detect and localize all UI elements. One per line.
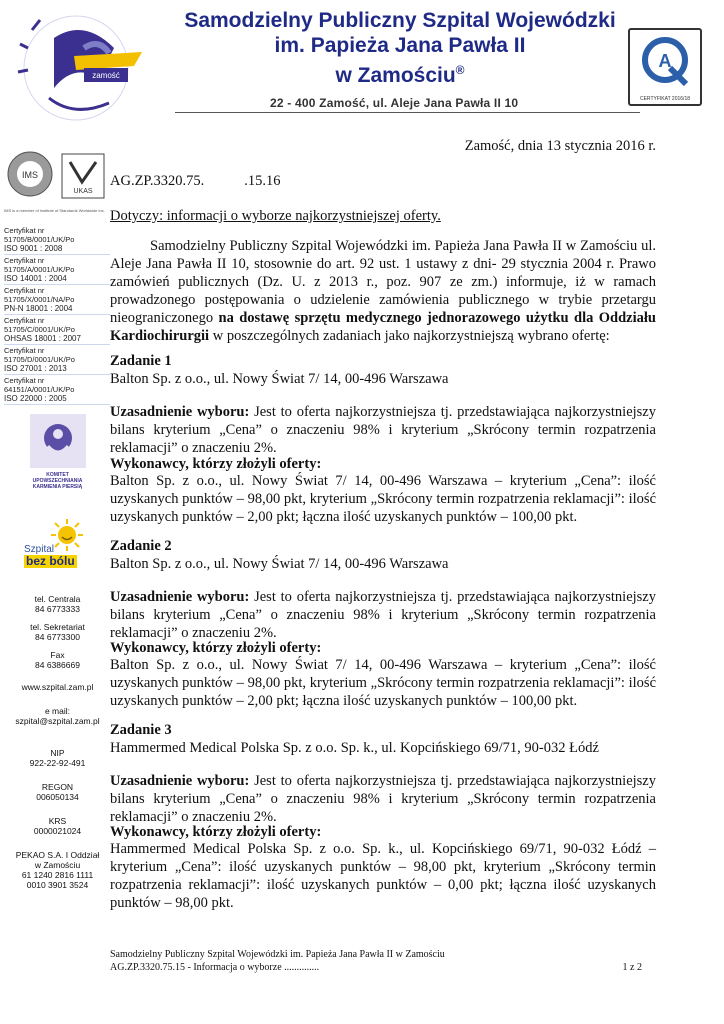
hospital-city: w Zamościu [335,64,456,87]
intro-paragraph [110,237,656,345]
bez-bolu-logo [24,544,77,568]
breastfeeding-logo [28,412,88,470]
reference-a: AG.ZP.3320.75. [110,173,205,189]
task-contractors: Hammermed Medical Polska Sp. z o.o. Sp. k., ul. Kopcińskiego 69/71, 90-032 Łódź – kryterium „Cena”: ilość uzyskanych punktów – 98,00 pkt, kryterium „Skrócony termin rozpatrzenia reklamacji”: ilość uzyskanych punktów – 0,00 pkt; łączna ilość uzyskanych punktów – 98,00 pkt. [110,841,656,911]
fax-number: 84 6386669 [35,660,80,670]
logo-city-text: zamość [92,71,120,80]
svg-text:IMS: IMS [21,170,39,180]
svg-text:UKAS: UKAS [73,188,93,195]
certificate-q-icon [628,28,702,106]
task-title: Zadanie 1 [110,353,172,369]
reference-b: .15.16 [244,173,281,189]
certificate-item: Certyfikat nr 51705/X/0001/NA/Po PN-N 18001 : 2004 [4,286,110,315]
email-link[interactable]: szpital@szpital.zam.pl [15,716,100,726]
nip-value: 922-22-92-491 [29,758,86,768]
bez-bolu-top: Szpital [24,544,55,555]
footer-line2-row [110,961,656,974]
task-title: Zadanie 3 [110,722,172,738]
justification-text: Jest to oferta najkorzystniejsza tj. przedstawiająca najkorzystniejszy bilans kryterium „Cena” o znaczeniu 98% i kryterium „Skrócony termin rozpatrzenia reklamacji” o znaczeniu 2%. [110,773,656,825]
fax-label: Fax [50,650,65,660]
justification-label: Uzasadnienie wyboru: [110,589,250,605]
bez-bolu-bottom: bez bólu [26,554,75,568]
footer-line2: AG.ZP.3320.75.15 - Informacja o wyborze .............. [110,962,320,973]
intro-text-2: w poszczególnych zadaniach jako najkorzystniejszą wybrano ofertę: [209,328,610,344]
hospital-name [165,8,635,88]
task-justification [110,403,656,457]
task-title: Zadanie 2 [110,538,172,554]
letter-subject: Dotyczy: informacji o wyborze najkorzystniejszej oferty. [110,208,441,224]
contractors-label: Wykonawcy, którzy złożyli oferty: [110,456,322,472]
breastfeeding-caption: KOMITET UPOWSZECHNIANIA KARMIENIA PIERSIĄ [32,472,83,490]
certificate-caption: CERTYFIKAT 2016/18 [639,96,691,102]
contractors-label: Wykonawcy, którzy złożyli oferty: [110,640,322,656]
letter-date: Zamość, dnia 13 stycznia 2016 r. [464,138,656,154]
certificate-item: Certyfikat nr 64151/A/0001/UK/Po ISO 22000 : 2005 [4,376,110,405]
justification-text: Jest to oferta najkorzystniejsza tj. przedstawiająca najkorzystniejszy bilans kryterium „Cena” o znaczeniu 98% i kryterium „Skrócony termin rozpatrzenia reklamacji” o znaczeniu 2%. [110,404,656,456]
quality-certification-logos [2,148,112,206]
website-link[interactable]: www.szpital.zam.pl [21,682,94,692]
regon-value: 006050134 [36,792,79,802]
svg-text:A: A [658,51,672,71]
tel-central-label: tel. Centrala [34,594,81,604]
certificate-item: Certyfikat nr 51705/A/0001/UK/Po ISO 14001 : 2004 [4,256,110,285]
header-divider [175,112,640,113]
task-justification [110,588,656,642]
hospital-name-line1: Samodzielny Publiczny Szpital Wojewódzki [184,9,616,32]
registered-mark: ® [455,63,465,77]
account-line-2: 0010 3901 3524 [26,880,89,890]
certificate-item: Certyfikat nr 51705/C/0001/UK/Po OHSAS 18001 : 2007 [4,316,110,345]
letterhead [0,0,724,125]
account-line-1: 61 1240 2816 1111 [21,870,94,880]
certificate-item: Certyfikat nr 51705/D/0001/UK/Po ISO 27001 : 2013 [4,346,110,375]
hospital-name-line3 [165,58,635,88]
regon-label: REGON [41,782,74,792]
hospital-logo [14,8,164,128]
intro-text-1: Samodzielny Publiczny Szpital Wojewódzki im. Papieża Jana Pawła II w Zamościu ul. Aleje Jana Pawła II 10, stosownie do art. 92 ust. 1 ustawy z dni- 29 stycznia 2004 r. Prawo zamówień publicznych (Dz. U. z 2013 r., poz. 907 ze zm.) informuje, iż w ramach prowadzonego postępowania o udzielenie zamówienia publicznego w trybie przetargu nieograniczonego [110,238,656,326]
hospital-name-line2: im. Papieża Jana Pawła II [274,34,526,57]
krs-label: KRS [48,816,67,826]
krs-value: 0000021024 [33,826,82,836]
task-winner: Balton Sp. z o.o., ul. Nowy Świat 7/ 14, 00-496 Warszawa [110,371,449,387]
email-label: e mail: [44,706,71,716]
page-number: 1 z 2 [622,962,642,973]
tel-secretary: 84 6773300 [35,632,80,642]
justification-label: Uzasadnienie wyboru: [110,404,250,420]
certificate-list [4,226,110,406]
page-footer [110,948,656,974]
tel-central: 84 6773333 [35,604,80,614]
task-contractors: Balton Sp. z o.o., ul. Nowy Świat 7/ 14, 00-496 Warszawa – kryterium „Cena”: ilość uzyskanych punktów – 98,00 pkt, kryterium „Skrócony termin rozpatrzenia reklamacji”: ilość uzyskanych punktów – 2,00 pkt; łączna ilość uzyskanych punktów – 100,00 pkt. [110,657,656,709]
task-contractors: Balton Sp. z o.o., ul. Nowy Świat 7/ 14, 00-496 Warszawa – kryterium „Cena”: ilość uzyskanych punktów – 98,00 pkt, kryterium „Skrócony termin rozpatrzenia reklamacji”: ilość uzyskanych punktów – 2,00 pkt; łączna ilość uzyskanych punktów – 100,00 pkt. [110,473,656,525]
hospital-address: 22 - 400 Zamość, ul. Aleje Jana Pawła II 10 [270,96,519,110]
bank-label: PEKAO S.A. I Oddział [15,850,100,860]
tel-secretary-label: tel. Sekretariat [30,622,85,632]
contact-phones [0,594,115,890]
quality-logos-caption: IMS is a member of Institute of Standards Worldwide Inc. [4,208,105,213]
contractors-label: Wykonawcy, którzy złożyli oferty: [110,824,322,840]
task-winner: Balton Sp. z o.o., ul. Nowy Świat 7/ 14, 00-496 Warszawa [110,556,449,572]
reference-number [110,172,656,190]
task-winner: Hammermed Medical Polska Sp. z o.o. Sp. k., ul. Kopcińskiego 69/71, 90-032 Łódź [110,740,599,756]
nip-label: NIP [50,748,65,758]
sidebar-info [0,140,115,1020]
bank-city: w Zamościu [34,860,81,870]
certificate-item: Certyfikat nr 51705/B/0001/UK/Po ISO 9001 : 2008 [4,226,110,255]
justification-label: Uzasadnienie wyboru: [110,773,250,789]
task-justification [110,772,656,826]
footer-line1: Samodzielny Publiczny Szpital Wojewódzki im. Papieża Jana Pawła II w Zamościu [110,949,445,960]
justification-text: Jest to oferta najkorzystniejsza tj. przedstawiająca najkorzystniejszy bilans kryterium „Cena” o znaczeniu 98% i kryterium „Skrócony termin rozpatrzenia reklamacji” o znaczeniu 2%. [110,589,656,641]
intro-bold: na dostawę sprzętu medycznego jednorazowego użytku dla Oddziału Kardiochirurgii [110,310,656,344]
